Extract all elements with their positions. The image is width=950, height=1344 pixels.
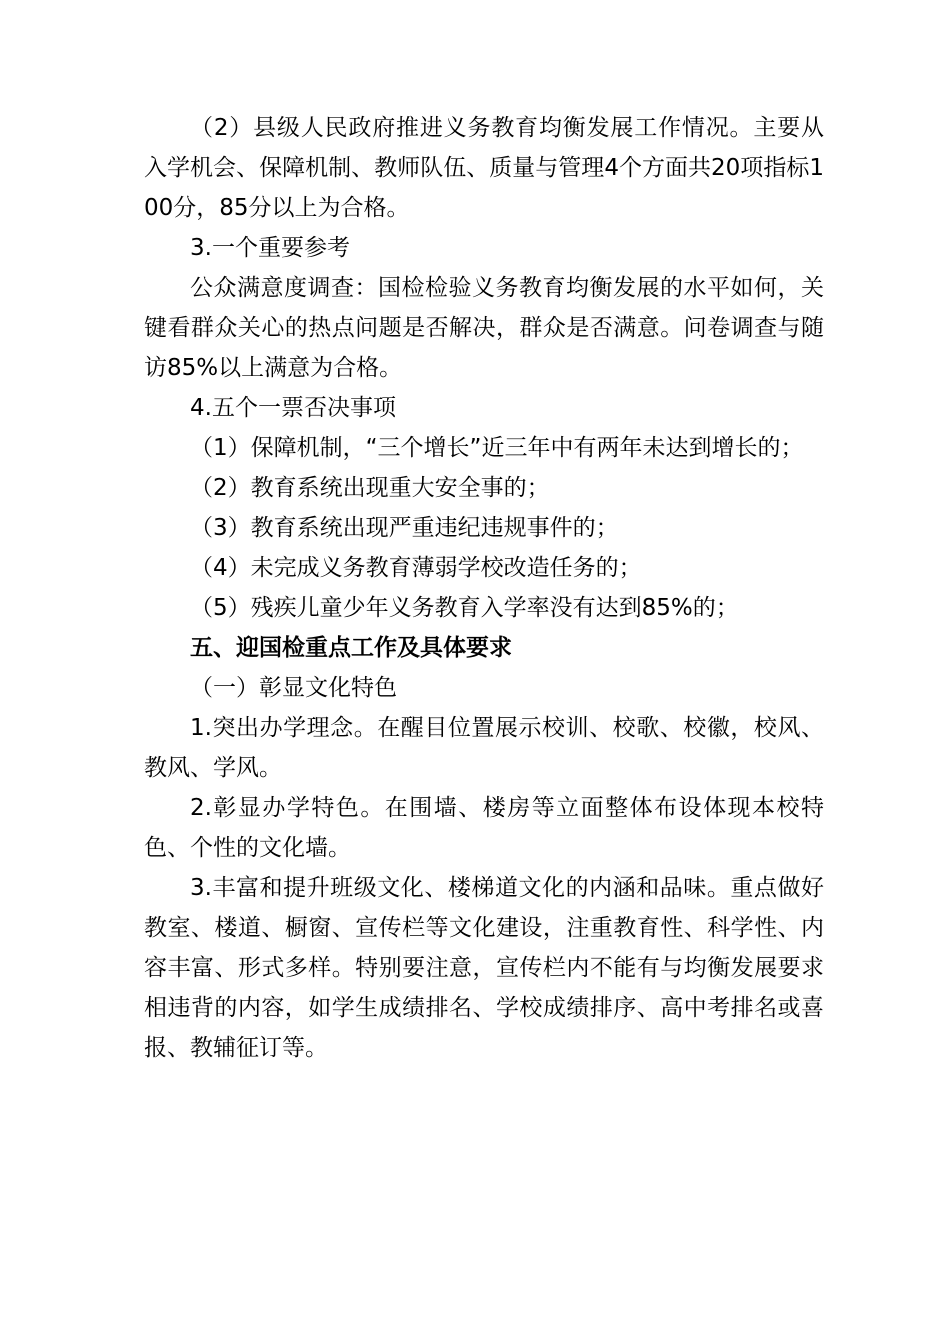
paragraph-school-philosophy: 1.突出办学理念。在醒目位置展示校训、校歌、校徽，校风、教风、学风。 — [144, 715, 824, 781]
paragraph-school-features: 2.彰显办学特色。在围墙、楼房等立面整体布设体现本校特色、个性的文化墙。 — [144, 795, 824, 861]
paragraph-veto-items-title: 4.五个一票否决事项 — [190, 395, 396, 421]
document-body — [144, 108, 824, 1068]
paragraph-county-government-work: （2）县级人民政府推进义务教育均衡发展工作情况。主要从入学机会、保障机制、教师队伍、质量与管理4个方面共20项指标100分，85分以上为合格。 — [144, 115, 824, 221]
paragraph-class-culture: 3.丰富和提升班级文化、楼梯道文化的内涵和品味。重点做好教室、楼道、橱窗、宣传栏等文化建设，注重教育性、科学性、内容丰富、形式多样。特别要注意，宣传栏内不能有与均衡发展要求相违背的内容，如学生成绩排名、学校成绩排序、高中考排名或喜报、教辅征订等。 — [144, 875, 824, 1061]
paragraph-veto-item-4: （4）未完成义务教育薄弱学校改造任务的； — [190, 555, 642, 581]
paragraph-veto-item-3: （3）教育系统出现严重违纪违规事件的； — [190, 515, 619, 541]
subsection-heading-culture: （一）彰显文化特色 — [190, 675, 397, 701]
paragraph-public-satisfaction-survey: 公众满意度调查：国检检验义务教育均衡发展的水平如何，关键看群众关心的热点问题是否解决，群众是否满意。问卷调查与随访85%以上满意为合格。 — [144, 275, 824, 381]
paragraph-veto-item-1: （1）保障机制，“三个增长”近三年中有两年未达到增长的； — [190, 435, 804, 461]
paragraph-veto-item-2: （2）教育系统出现重大安全事的； — [190, 475, 550, 501]
paragraph-veto-item-5: （5）残疾儿童少年义务教育入学率没有达到85%的； — [190, 595, 739, 621]
section-heading-five: 五、迎国检重点工作及具体要求 — [190, 635, 512, 661]
paragraph-important-reference-title: 3.一个重要参考 — [190, 235, 350, 261]
